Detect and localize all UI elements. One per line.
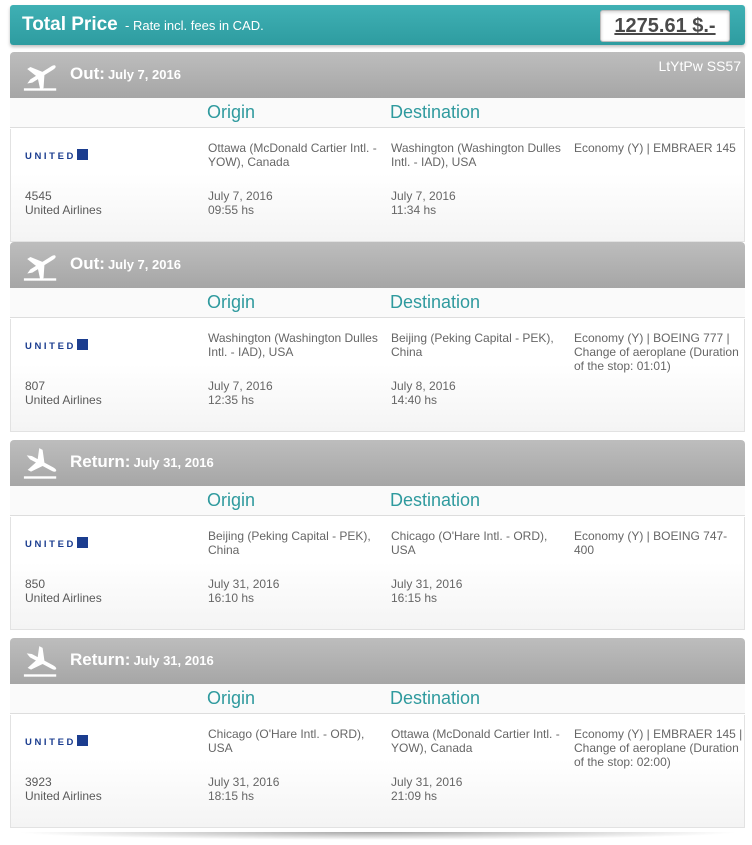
segment-direction bbox=[70, 452, 214, 472]
cabin-aircraft-info: Economy (Y) | BOEING 747-400 bbox=[574, 529, 728, 557]
origin-heading: Origin bbox=[207, 292, 256, 312]
segment-details bbox=[10, 517, 745, 630]
origin-airport: Washington (Washington Dulles Intl. - IAD), USA bbox=[208, 331, 378, 359]
origin-airport: Ottawa (McDonald Cartier Intl. - YOW), Canada bbox=[208, 141, 377, 169]
origin-airport: Beijing (Peking Capital - PEK), China bbox=[208, 529, 371, 557]
origin-heading: Origin bbox=[207, 688, 256, 708]
departure-date: July 31, 2016 bbox=[208, 775, 280, 789]
destination-heading: Destination bbox=[390, 688, 481, 708]
airline-name: United Airlines bbox=[25, 591, 102, 605]
airline-name: United Airlines bbox=[25, 789, 102, 803]
direction-label: Return: bbox=[70, 650, 131, 669]
departure-date: July 7, 2016 bbox=[208, 379, 273, 393]
departure-time: 12:35 hs bbox=[208, 393, 255, 407]
flight-number: 850 bbox=[25, 577, 46, 591]
departure-time: 16:10 hs bbox=[208, 591, 255, 605]
total-price-label: Total Price bbox=[22, 14, 118, 35]
destination-heading: Destination bbox=[390, 292, 481, 312]
column-header bbox=[10, 486, 745, 516]
united-logo bbox=[25, 339, 88, 351]
booking-code: LtYtPw SS57 bbox=[658, 58, 741, 74]
column-header bbox=[10, 98, 745, 128]
flight-number: 4545 bbox=[25, 189, 52, 203]
airline-name: United Airlines bbox=[25, 393, 102, 407]
destination-airport: Washington (Washington Dulles Intl. - IAD), USA bbox=[391, 141, 561, 169]
airline-logo-text: UNITED bbox=[25, 539, 76, 550]
destination-heading: Destination bbox=[390, 102, 481, 122]
direction-label: Out: bbox=[70, 254, 105, 273]
segment-date: July 7, 2016 bbox=[107, 67, 181, 82]
origin-airport: Chicago (O'Hare Intl. - ORD), USA bbox=[208, 727, 365, 755]
bottom-shadow bbox=[14, 832, 741, 840]
segment-direction bbox=[70, 64, 181, 84]
total-price-value[interactable]: 1275.61 $.- bbox=[600, 10, 730, 42]
total-price-bar bbox=[10, 5, 745, 45]
globe-icon bbox=[77, 537, 88, 548]
arrival-date: July 8, 2016 bbox=[391, 379, 456, 393]
globe-icon bbox=[77, 339, 88, 350]
arrival-time: 21:09 hs bbox=[391, 789, 438, 803]
destination-airport: Ottawa (McDonald Cartier Intl. - YOW), Canada bbox=[391, 727, 560, 755]
airline-logo-text: UNITED bbox=[25, 341, 76, 352]
segment-details bbox=[10, 129, 745, 242]
segment-details bbox=[10, 715, 745, 828]
airline-name: United Airlines bbox=[25, 203, 102, 217]
departure-date: July 31, 2016 bbox=[208, 577, 280, 591]
arrival-date: July 31, 2016 bbox=[391, 577, 463, 591]
united-logo bbox=[25, 149, 88, 161]
destination-airport: Chicago (O'Hare Intl. - ORD), USA bbox=[391, 529, 548, 557]
destination-airport: Beijing (Peking Capital - PEK), China bbox=[391, 331, 554, 359]
segment-date: July 7, 2016 bbox=[107, 257, 181, 272]
united-logo bbox=[25, 537, 88, 549]
cabin-aircraft-info: Economy (Y) | EMBRAER 145 bbox=[574, 141, 736, 155]
plane-departure-icon bbox=[22, 57, 60, 93]
segment-header bbox=[10, 242, 745, 288]
arrival-time: 14:40 hs bbox=[391, 393, 438, 407]
flight-number: 3923 bbox=[25, 775, 52, 789]
flight-number: 807 bbox=[25, 379, 46, 393]
rate-note: - Rate incl. fees in CAD. bbox=[125, 18, 264, 33]
segment-date: July 31, 2016 bbox=[133, 653, 214, 668]
cabin-aircraft-info: Economy (Y) | EMBRAER 145 | Change of aeroplane (Duration of the stop: 02:00) bbox=[574, 727, 743, 769]
arrival-date: July 7, 2016 bbox=[391, 189, 456, 203]
segment-direction bbox=[70, 650, 214, 670]
direction-label: Return: bbox=[70, 452, 131, 471]
column-header bbox=[10, 288, 745, 318]
segment-header bbox=[10, 440, 745, 486]
plane-arrival-icon bbox=[22, 643, 60, 679]
plane-departure-icon bbox=[22, 247, 60, 283]
departure-date: July 7, 2016 bbox=[208, 189, 273, 203]
united-logo bbox=[25, 735, 88, 747]
arrival-time: 11:34 hs bbox=[391, 203, 437, 217]
plane-arrival-icon bbox=[22, 445, 60, 481]
segment-header bbox=[10, 638, 745, 684]
origin-heading: Origin bbox=[207, 102, 256, 122]
segment-details bbox=[10, 319, 745, 432]
cabin-aircraft-info: Economy (Y) | BOEING 777 | Change of aeroplane (Duration of the stop: 01:01) bbox=[574, 331, 739, 373]
arrival-time: 16:15 hs bbox=[391, 591, 438, 605]
segment-date: July 31, 2016 bbox=[133, 455, 214, 470]
direction-label: Out: bbox=[70, 64, 105, 83]
airline-logo-text: UNITED bbox=[25, 151, 76, 162]
origin-heading: Origin bbox=[207, 490, 256, 510]
arrival-date: July 31, 2016 bbox=[391, 775, 463, 789]
total-price-title bbox=[22, 14, 264, 36]
segment-header bbox=[10, 52, 745, 98]
segment-direction bbox=[70, 254, 181, 274]
airline-logo-text: UNITED bbox=[25, 737, 76, 748]
globe-icon bbox=[77, 149, 88, 160]
globe-icon bbox=[77, 735, 88, 746]
column-header bbox=[10, 684, 745, 714]
destination-heading: Destination bbox=[390, 490, 481, 510]
departure-time: 18:15 hs bbox=[208, 789, 255, 803]
departure-time: 09:55 hs bbox=[208, 203, 255, 217]
